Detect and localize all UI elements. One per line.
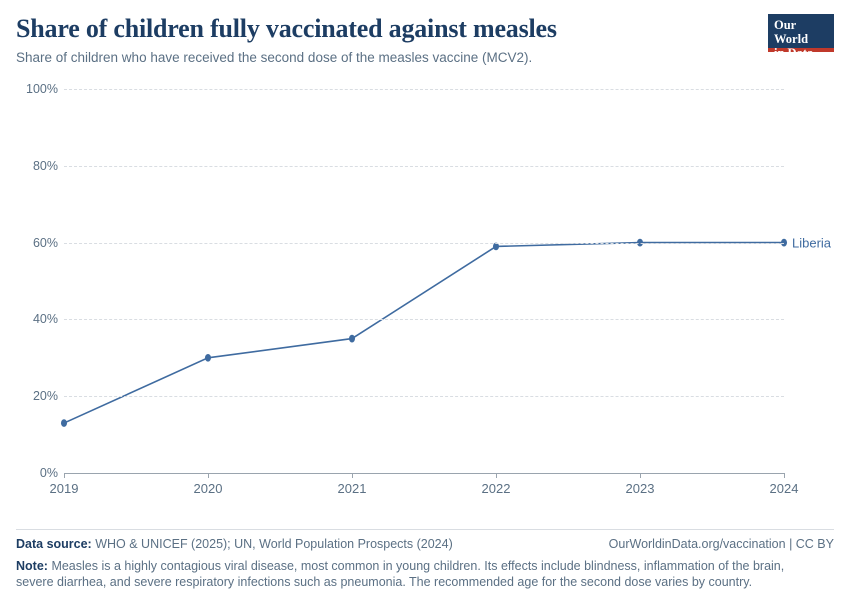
x-axis-tick-label: 2021 — [337, 481, 367, 496]
y-axis-tick-label: 20% — [32, 389, 58, 404]
our-world-in-data-logo[interactable] — [768, 14, 834, 60]
y-axis-tick-label: 40% — [32, 312, 58, 327]
x-axis-tick-label: 2024 — [769, 481, 799, 496]
x-axis-tick-label: 2019 — [49, 481, 79, 496]
chart-footer — [16, 529, 834, 590]
note-label: Note: — [16, 559, 48, 573]
gridline — [64, 89, 784, 90]
data-point — [349, 335, 355, 343]
chart-area — [16, 79, 834, 509]
attribution-link[interactable]: OurWorldinData.org/vaccination | CC BY — [608, 537, 834, 551]
gridline — [64, 396, 784, 397]
footer-divider — [16, 529, 834, 530]
x-axis-tick-label: 2022 — [481, 481, 511, 496]
data-source-text: WHO & UNICEF (2025); UN, World Population Prospects (2024) — [95, 537, 453, 551]
gridline — [64, 166, 784, 167]
data-point — [205, 354, 211, 362]
x-axis-tick-mark — [496, 473, 497, 478]
logo-line-1: Our World — [774, 18, 809, 46]
data-point — [61, 419, 67, 427]
logo-line-2: in Data — [774, 46, 814, 60]
page-subtitle: Share of children who have received the second dose of the measles vaccine (MCV2). — [16, 50, 533, 65]
page-title: Share of children fully vaccinated against measles — [16, 14, 557, 43]
x-axis-tick-mark — [784, 473, 785, 478]
note-text: Measles is a highly contagious viral disease, most common in young children. Its effects include blindness, inflammation of the brain, severe diarrhea, and severe respiratory infections such as pneumonia. The recommended age for the second dose varies by country. — [16, 559, 785, 589]
chart-note — [16, 558, 816, 590]
x-axis-tick-label: 2023 — [625, 481, 655, 496]
x-axis-tick-mark — [640, 473, 641, 478]
y-axis-tick-label: 100% — [26, 82, 58, 96]
data-source — [16, 537, 453, 551]
gridline — [64, 473, 784, 474]
series-lines — [64, 89, 784, 473]
chart-header — [16, 14, 834, 65]
y-axis-tick-label: 80% — [32, 158, 58, 173]
data-point — [493, 243, 499, 251]
y-axis-tick-label: 60% — [32, 235, 58, 250]
gridline — [64, 243, 784, 244]
x-axis-tick-mark — [352, 473, 353, 478]
gridline — [64, 319, 784, 320]
source-row — [16, 537, 834, 551]
y-axis-tick-label: 0% — [39, 466, 58, 480]
series-end-label[interactable]: Liberia — [792, 235, 832, 251]
plot-region — [26, 82, 832, 496]
x-axis-tick-mark — [64, 473, 65, 478]
data-source-label: Data source: — [16, 537, 92, 551]
x-axis-tick-label: 2020 — [193, 481, 223, 496]
x-axis-tick-mark — [208, 473, 209, 478]
